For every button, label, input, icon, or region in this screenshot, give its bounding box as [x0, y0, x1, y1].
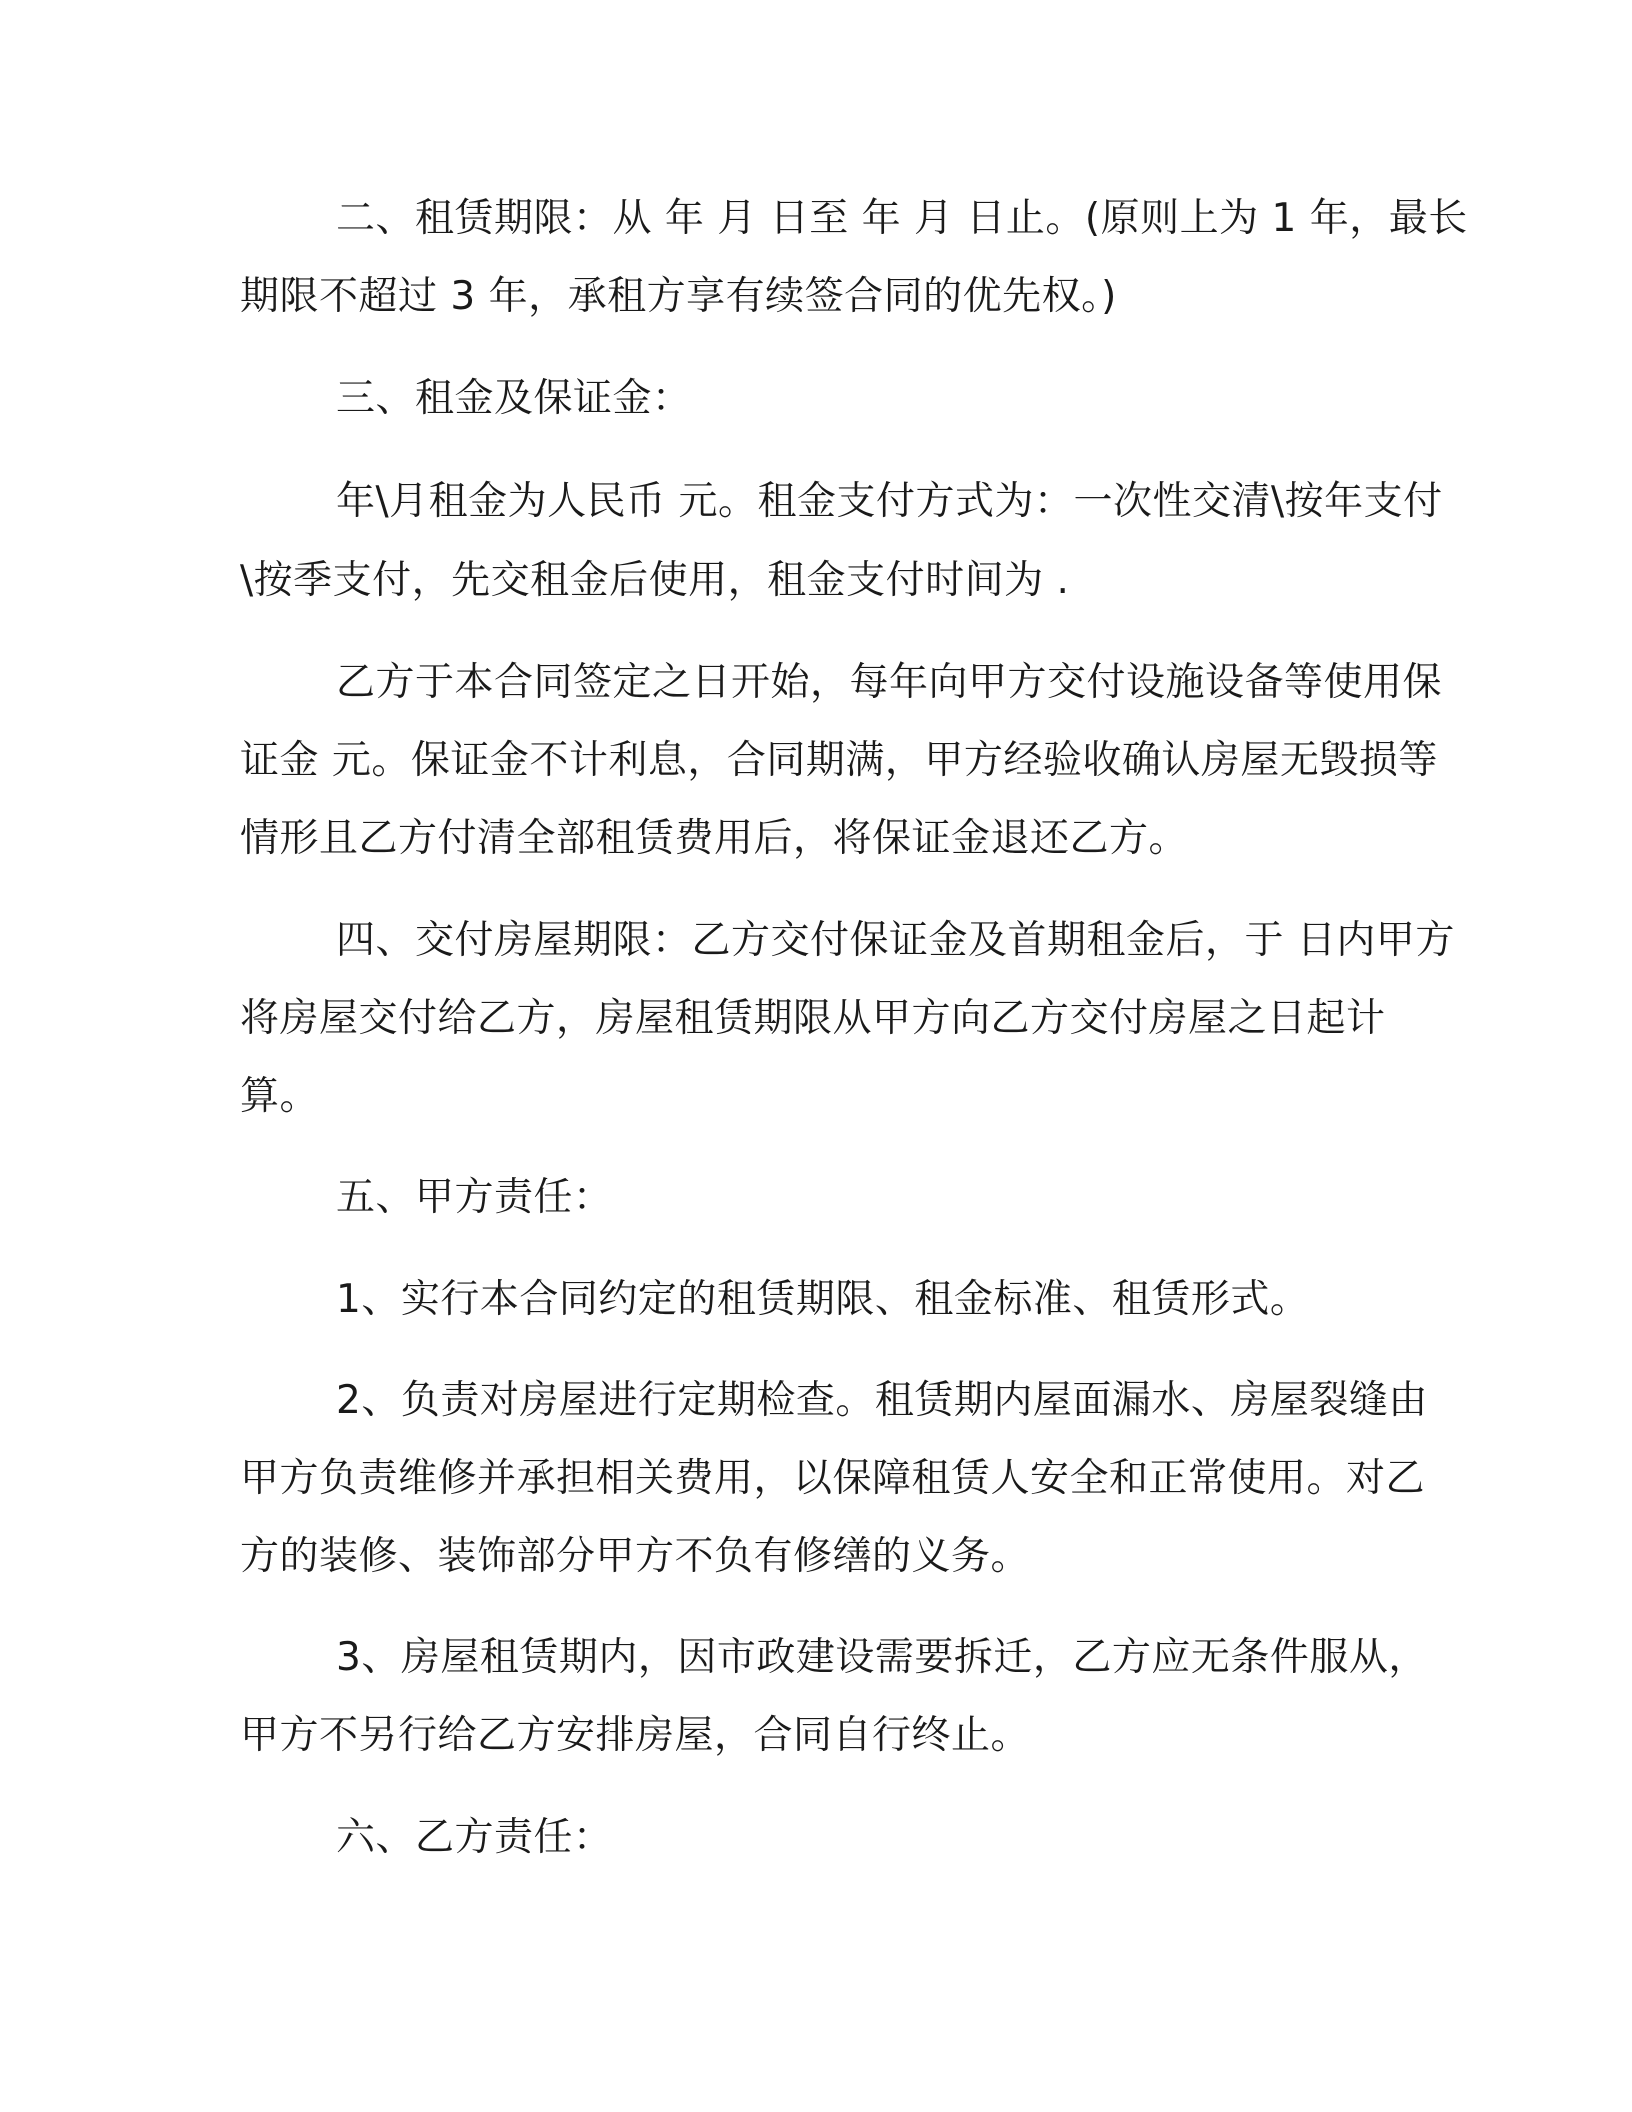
- rent-paragraph-line-1: 年\月租金为人民币 元。租金支付方式为：一次性交清\按年支付: [336, 479, 1443, 524]
- deposit-paragraph-line-2: 证金 元。保证金不计利息，合同期满，甲方经验收确认房屋无毁损等: [240, 738, 1438, 783]
- clause-2-line-1: 二、租赁期限：从 年 月 日至 年 月 日止。(原则上为 1 年，最长: [336, 196, 1468, 241]
- clause-3-heading: 三、租金及保证金：: [336, 376, 692, 421]
- clause-5-item-1: 1、实行本合同约定的租赁期限、租金标准、租赁形式。: [336, 1277, 1310, 1322]
- clause-5-item-2-line-2: 甲方负责维修并承担相关费用，以保障租赁人安全和正常使用。对乙: [240, 1456, 1426, 1501]
- rent-paragraph-line-2: \按季支付，先交租金后使用，租金支付时间为 .: [240, 558, 1070, 603]
- deposit-paragraph-line-1: 乙方于本合同签定之日开始，每年向甲方交付设施设备等使用保: [336, 660, 1443, 705]
- clause-5-item-3-line-2: 甲方不另行给乙方安排房屋，合同自行终止。: [240, 1713, 1031, 1758]
- clause-2-line-2: 期限不超过 3 年，承租方享有续签合同的优先权。): [240, 274, 1117, 319]
- deposit-paragraph-line-3: 情形且乙方付清全部租赁费用后，将保证金退还乙方。: [240, 816, 1189, 861]
- clause-5-item-3-line-1: 3、房屋租赁期内，因市政建设需要拆迁，乙方应无条件服从，: [336, 1635, 1428, 1680]
- clause-4-line-2: 将房屋交付给乙方，房屋租赁期限从甲方向乙方交付房屋之日起计: [240, 996, 1386, 1041]
- clause-4-line-3: 算。: [240, 1074, 320, 1119]
- clause-5-heading: 五、甲方责任：: [336, 1175, 613, 1220]
- clause-5-item-2-line-3: 方的装修、装饰部分甲方不负有修缮的义务。: [240, 1534, 1031, 1579]
- clause-4-line-1: 四、交付房屋期限：乙方交付保证金及首期租金后，于 日内甲方: [336, 918, 1455, 963]
- clause-5-item-2-line-1: 2、负责对房屋进行定期检查。租赁期内屋面漏水、房屋裂缝由: [336, 1378, 1428, 1423]
- clause-6-heading: 六、乙方责任：: [336, 1815, 613, 1860]
